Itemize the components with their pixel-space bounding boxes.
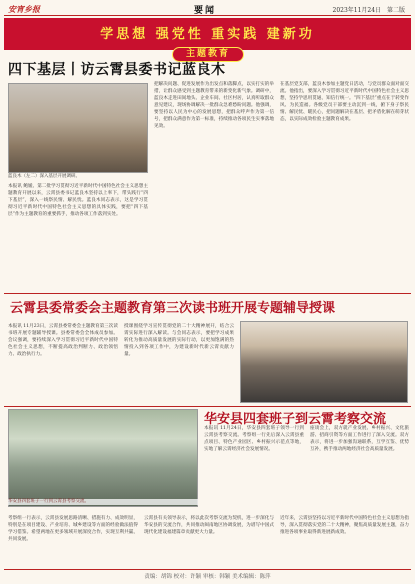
article3-caption: 华安县四套班子一行到云霄县考察交流。	[8, 499, 198, 505]
article3-photo	[8, 409, 198, 507]
article1-photo	[8, 83, 148, 173]
article1-body-col3: 在基层党支部，蓝良木参加主题党日活动，与党员群众面对面交流。他指出，要深入学习贯彻习近平新时代中国特色社会主义思想，坚持学思用贯通、知信行统一。“四下基层”重点在于转变作风、为民造福。各级党员干部要主动沉到一线，俯下身子察民情、解民忧、暖民心，把问题解决在基层、把矛盾化解在萌芽状态，以实际成效检验主题教育成果。	[280, 82, 409, 122]
article2-photo	[240, 321, 408, 403]
article3-headline: 华安县四套班子到云霄考察交流	[204, 412, 387, 427]
issue-date	[333, 5, 405, 14]
article3-body-col5: 近年来，云霄县坚持以习近平新时代中国特色社会主义思想为指导，深入贯彻落实党的二十大精神，聚焦高质量发展主题，奋力推进各项事业取得新进展新成效。	[280, 516, 409, 535]
article2-body-col1: 本报讯 11月23日，云霄县委常委会主题教育第三次读书班开展专题辅导授课。县委常委会全体成员参加。会议强调，要持续深入学习贯彻习近平新时代中国特色社会主义思想，不断提高政治判断力、政治领悟力、政治执行力。	[8, 324, 118, 357]
page-number: 第二版	[386, 7, 405, 14]
slogan-banner	[4, 18, 411, 59]
masthead	[4, 3, 411, 16]
article3-body-col4: 云霄县有关领导表示，将以此次考察交流为契机，进一步深化与华安县的交流合作，共同推动闽南地区协调发展，为谱写中国式现代化建设福建篇章贡献更大力量。	[144, 516, 274, 535]
banner-slogan: 学思想 强党性 重实践 建新功	[100, 27, 315, 42]
article1-body-col1: 本报讯 鲍媛、第二批学习贯彻习近平新时代中国特色社会主义思想主题教育开展以来，云霄县委书记蓝良木坚持以上率下，带头践行“四下基层”，深入一线察民情、解民忧。蓝良木同志表示，这是学习贯彻习近平新时代中国特色社会主义思想的具体实践，要把“四下基层”作为主题教育的重要抓手，推动各项工作落到实处。	[8, 184, 148, 217]
article1-caption: 蓝良木（左二）深入基层开展调研。	[8, 174, 80, 179]
article3-body-col3: 考察组一行表示，云霄县发展思路清晰、措施有力、成效明显，特别是在项目建设、产业培育、城乡建设等方面的经验做法值得学习借鉴。希望两地在更多领域开展深度合作，实现互利共赢、共同发展。	[8, 516, 138, 542]
newspaper-page	[4, 3, 411, 581]
divider	[4, 293, 411, 294]
article1-headline: 四下基层丨访云霄县委书记蓝良木	[8, 62, 226, 78]
divider	[4, 406, 411, 407]
editor-credits: 责编：胡锦 校对：许颖 审核：韩颖 美术编辑：陈萍	[144, 574, 271, 580]
article3-body-col2: 座谈会上，双方就产业发展、乡村振兴、文化旅游、招商引资等方面工作进行了深入交流。双方表示，将进一步加强沟通联系，互学互鉴、优势互补，携手推动两地经济社会高质量发展。	[310, 426, 409, 452]
section-title: 要闻	[194, 6, 217, 16]
paper-name: 安宵乡报	[8, 4, 40, 14]
article1-body-col2: 把解决问题、促进发展作为出发点和落脚点，以实打实的举措，让群众感受到主题教育带来的新变化新气象。调研中，蓝良木走进田间地头、企业车间、社区村居，认真听取群众意见建议，现场协调解决一批群众急难愁盼问题。他强调，要坚持以人民为中心的发展思想，把群众呼声作为第一信号，把群众满意作为第一标准，持续推动各项民生实事落地见效。	[154, 82, 274, 129]
divider	[4, 569, 411, 570]
theme-badge: 主题教育	[172, 47, 244, 62]
article2-body-col2: 授课围绕学习宣传贯彻党的二十大精神展开，结合云霄实际进行深入解读。与会同志表示，要把学习成果转化为推动高质量发展的实际行动，以更加饱满的热情投入到各项工作中，为建设新时代新云霄贡献力量。	[124, 324, 234, 357]
article2-headline: 云霄县委常委会主题教育第三次读书班开展专题辅导授课	[10, 301, 336, 316]
article3-body-col1: 本报讯 11月24日，华安县四套班子领导一行到云霄县考察交流。考察组一行先后深入云霄县重点项目、特色产业园区、乡村振兴示范点等地，实地了解云霄经济社会发展情况。	[204, 426, 304, 452]
date-text: 2023年11月24日	[332, 7, 382, 14]
